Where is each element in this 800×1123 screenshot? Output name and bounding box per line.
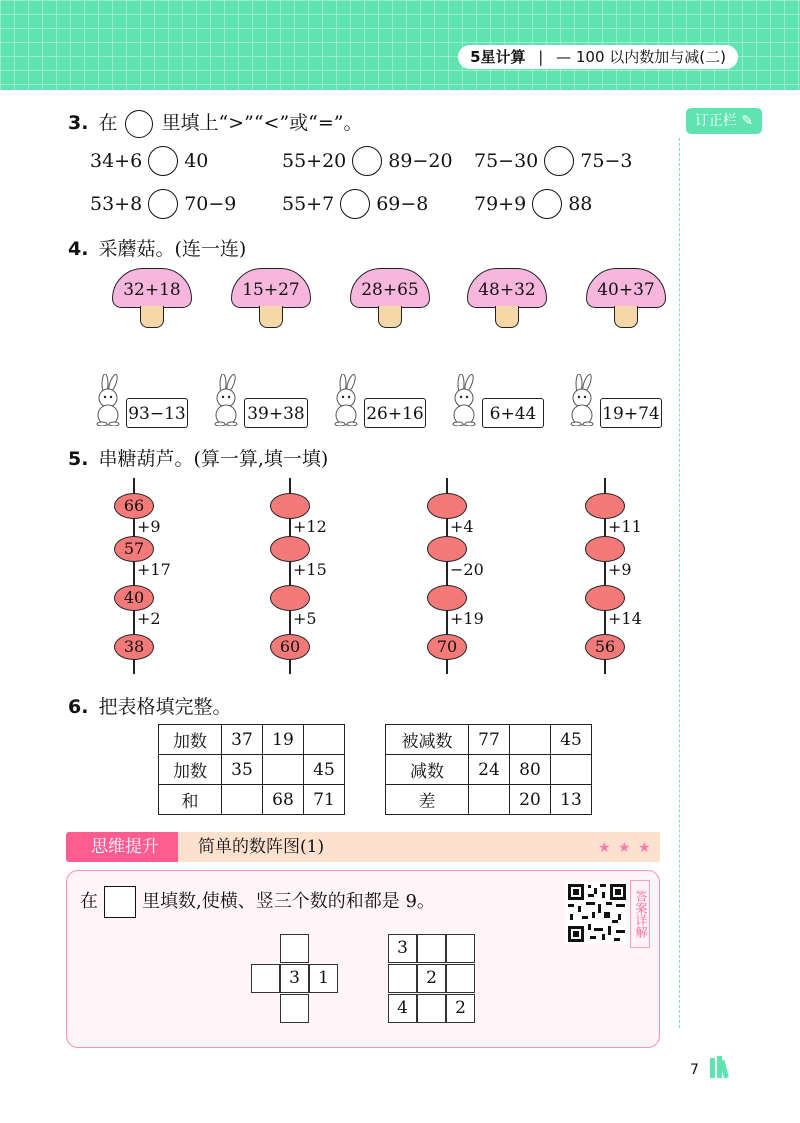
header-sep: | bbox=[538, 48, 544, 66]
gourd-bead: 60 bbox=[270, 634, 310, 660]
step-label: +4 bbox=[450, 517, 474, 536]
gourd-bead: 70 bbox=[427, 634, 467, 660]
mushroom[interactable] bbox=[231, 268, 311, 328]
table-row bbox=[386, 785, 592, 815]
correction-label: 订正栏 bbox=[694, 113, 737, 129]
expr-right: 75−3 bbox=[580, 150, 633, 172]
expr-left: 55+7 bbox=[282, 193, 335, 215]
puzzle-cell[interactable] bbox=[280, 994, 309, 1023]
q5-number: 5. bbox=[68, 448, 89, 470]
mushroom-label: 48+32 bbox=[467, 268, 547, 308]
table-cell[interactable] bbox=[304, 725, 345, 755]
expr-left: 75−30 bbox=[474, 150, 539, 172]
gourd-bead[interactable] bbox=[270, 493, 310, 519]
puzzle-cell: 2 bbox=[417, 964, 446, 993]
mushroom-stem bbox=[614, 306, 638, 328]
table-row bbox=[386, 725, 592, 755]
table-cell[interactable] bbox=[469, 785, 510, 815]
comparison-item bbox=[474, 189, 592, 219]
star-icon: ★ bbox=[598, 840, 611, 856]
correction-column-tag bbox=[686, 108, 762, 134]
mushroom-label: 40+37 bbox=[586, 268, 666, 308]
mushroom[interactable] bbox=[586, 268, 666, 328]
header-tag bbox=[458, 45, 738, 69]
comparison-item bbox=[282, 189, 428, 219]
gourd-bead[interactable] bbox=[585, 493, 625, 519]
header-banner bbox=[0, 0, 800, 90]
expr-right: 69−8 bbox=[376, 193, 429, 215]
gourd-bead[interactable] bbox=[427, 536, 467, 562]
answer-circle[interactable] bbox=[148, 189, 178, 219]
gourd-bead[interactable] bbox=[427, 585, 467, 611]
table-cell[interactable] bbox=[510, 725, 551, 755]
bunny-card[interactable]: 6+44 bbox=[482, 398, 544, 428]
mushroom[interactable] bbox=[350, 268, 430, 328]
table-cell: 20 bbox=[510, 785, 551, 815]
thinking-label: 思维提升 bbox=[66, 832, 184, 862]
puzzle-cell: 3 bbox=[280, 964, 309, 993]
table-cell: 19 bbox=[263, 725, 304, 755]
mushroom-stem bbox=[140, 306, 164, 328]
step-label: −20 bbox=[450, 560, 484, 579]
step-label: +19 bbox=[450, 609, 484, 628]
comparison-item bbox=[90, 146, 208, 176]
addition-table bbox=[158, 724, 345, 815]
correction-column-line bbox=[679, 138, 680, 1028]
answer-circle[interactable] bbox=[544, 146, 574, 176]
table-cell[interactable] bbox=[263, 755, 304, 785]
rabbit-icon bbox=[326, 374, 366, 426]
q6-text: 把表格填完整。 bbox=[98, 696, 232, 718]
pencil-icon: ✎ bbox=[741, 113, 754, 129]
comparison-item bbox=[282, 146, 453, 176]
puzzle-cell: 3 bbox=[388, 934, 417, 963]
expr-left: 55+20 bbox=[282, 150, 347, 172]
mushroom[interactable] bbox=[467, 268, 547, 328]
expr-right: 88 bbox=[568, 193, 593, 215]
q4-number: 4. bbox=[68, 238, 89, 260]
answer-circle[interactable] bbox=[340, 189, 370, 219]
thinking-text-before: 在 bbox=[80, 891, 98, 912]
q4-title bbox=[68, 234, 246, 261]
books-icon bbox=[708, 1054, 740, 1080]
gourd-bead[interactable] bbox=[585, 585, 625, 611]
topic-label: — 100 以内数加与减(二) bbox=[556, 48, 726, 66]
q5-title bbox=[68, 444, 328, 471]
answer-detail-label: 答案详解 bbox=[630, 880, 650, 948]
comparison-item bbox=[474, 146, 632, 176]
gourd-bead[interactable] bbox=[585, 536, 625, 562]
puzzle-cell: 4 bbox=[388, 994, 417, 1023]
table-row bbox=[159, 725, 345, 755]
bunny-card[interactable]: 93−13 bbox=[126, 398, 188, 428]
q6-number: 6. bbox=[68, 696, 89, 718]
subtraction-table bbox=[385, 724, 592, 815]
gourd-bead: 38 bbox=[114, 634, 154, 660]
row-header: 减数 bbox=[386, 755, 469, 785]
mushroom-stem bbox=[259, 306, 283, 328]
row-header: 差 bbox=[386, 785, 469, 815]
puzzle-cell[interactable] bbox=[446, 964, 475, 993]
star-icon: ★ bbox=[618, 840, 631, 856]
gourd-bead: 66 bbox=[114, 493, 154, 519]
gourd-bead[interactable] bbox=[270, 585, 310, 611]
gourd-bead: 57 bbox=[114, 536, 154, 562]
table-cell: 37 bbox=[222, 725, 263, 755]
table-row bbox=[159, 755, 345, 785]
rabbit-icon bbox=[444, 374, 484, 426]
puzzle-cell[interactable] bbox=[280, 934, 309, 963]
row-header: 和 bbox=[159, 785, 222, 815]
expr-right: 89−20 bbox=[388, 150, 453, 172]
mushroom-stem bbox=[495, 306, 519, 328]
rabbit-icon bbox=[562, 374, 602, 426]
table-row bbox=[386, 755, 592, 785]
table-row bbox=[159, 785, 345, 815]
mushroom-label: 28+65 bbox=[350, 268, 430, 308]
q3-title bbox=[68, 108, 363, 138]
gourd-bead: 40 bbox=[114, 585, 154, 611]
table-cell: 24 bbox=[469, 755, 510, 785]
step-label: +9 bbox=[608, 560, 632, 579]
step-label: +2 bbox=[137, 609, 161, 628]
table-cell: 71 bbox=[304, 785, 345, 815]
qr-code-icon[interactable] bbox=[566, 882, 628, 944]
table-cell: 68 bbox=[263, 785, 304, 815]
page-number: 7 bbox=[690, 1062, 699, 1078]
step-label: +14 bbox=[608, 609, 642, 628]
step-label: +11 bbox=[608, 517, 642, 536]
blank-square-icon bbox=[104, 886, 136, 918]
thinking-instruction bbox=[80, 886, 435, 918]
step-label: +12 bbox=[293, 517, 327, 536]
step-label: +15 bbox=[293, 560, 327, 579]
answer-circle[interactable] bbox=[532, 189, 562, 219]
star-icon: ★ bbox=[638, 840, 651, 856]
q4-text: 采蘑菇。(连一连) bbox=[98, 238, 247, 260]
comparison-item bbox=[90, 189, 236, 219]
puzzle-cell[interactable] bbox=[388, 964, 417, 993]
gourd-bead[interactable] bbox=[270, 536, 310, 562]
q3-number: 3. bbox=[68, 112, 89, 134]
puzzle-cell[interactable] bbox=[417, 934, 446, 963]
table-cell: 35 bbox=[222, 755, 263, 785]
q6-title bbox=[68, 692, 231, 719]
q5-text: 串糖葫芦。(算一算,填一填) bbox=[98, 448, 329, 470]
answer-circle[interactable] bbox=[352, 146, 382, 176]
expr-right: 70−9 bbox=[184, 193, 237, 215]
row-header: 被减数 bbox=[386, 725, 469, 755]
rabbit-icon bbox=[88, 374, 128, 426]
mushroom-label: 32+18 bbox=[112, 268, 192, 308]
table-cell[interactable] bbox=[222, 785, 263, 815]
table-cell: 77 bbox=[469, 725, 510, 755]
mushroom-stem bbox=[378, 306, 402, 328]
puzzle-cell: 2 bbox=[446, 994, 475, 1023]
table-cell: 13 bbox=[551, 785, 592, 815]
q3-text-before: 在 bbox=[98, 112, 118, 134]
puzzle-cell[interactable] bbox=[251, 964, 280, 993]
answer-circle[interactable] bbox=[148, 146, 178, 176]
expr-right: 40 bbox=[184, 150, 209, 172]
gourd-bead: 56 bbox=[585, 634, 625, 660]
blank-circle-icon bbox=[125, 110, 153, 138]
step-label: +5 bbox=[293, 609, 317, 628]
expr-left: 79+9 bbox=[474, 193, 527, 215]
bunny-card[interactable]: 26+16 bbox=[364, 398, 426, 428]
puzzle-cell: 1 bbox=[309, 964, 338, 993]
row-header: 加数 bbox=[159, 725, 222, 755]
thinking-text-after: 里填数,使横、竖三个数的和都是 9。 bbox=[142, 891, 435, 912]
rabbit-icon bbox=[206, 374, 246, 426]
step-label: +9 bbox=[137, 517, 161, 536]
gourd-bead[interactable] bbox=[427, 493, 467, 519]
puzzle-cell[interactable] bbox=[446, 934, 475, 963]
step-label: +17 bbox=[137, 560, 171, 579]
row-header: 加数 bbox=[159, 755, 222, 785]
expr-left: 53+8 bbox=[90, 193, 143, 215]
mushroom-label: 15+27 bbox=[231, 268, 311, 308]
expr-left: 34+6 bbox=[90, 150, 143, 172]
bunny-card[interactable]: 39+38 bbox=[244, 398, 308, 428]
series-label: 5星计算 bbox=[470, 48, 526, 66]
bunny-card[interactable]: 19+74 bbox=[600, 398, 662, 428]
q3-text-after: 里填上“>”“<”或“=”。 bbox=[161, 112, 363, 134]
table-cell: 80 bbox=[510, 755, 551, 785]
table-cell[interactable] bbox=[551, 755, 592, 785]
thinking-subtitle: 简单的数阵图(1) bbox=[178, 832, 660, 862]
table-cell: 45 bbox=[304, 755, 345, 785]
mushroom[interactable] bbox=[112, 268, 192, 328]
puzzle-cell[interactable] bbox=[417, 994, 446, 1023]
table-cell: 45 bbox=[551, 725, 592, 755]
